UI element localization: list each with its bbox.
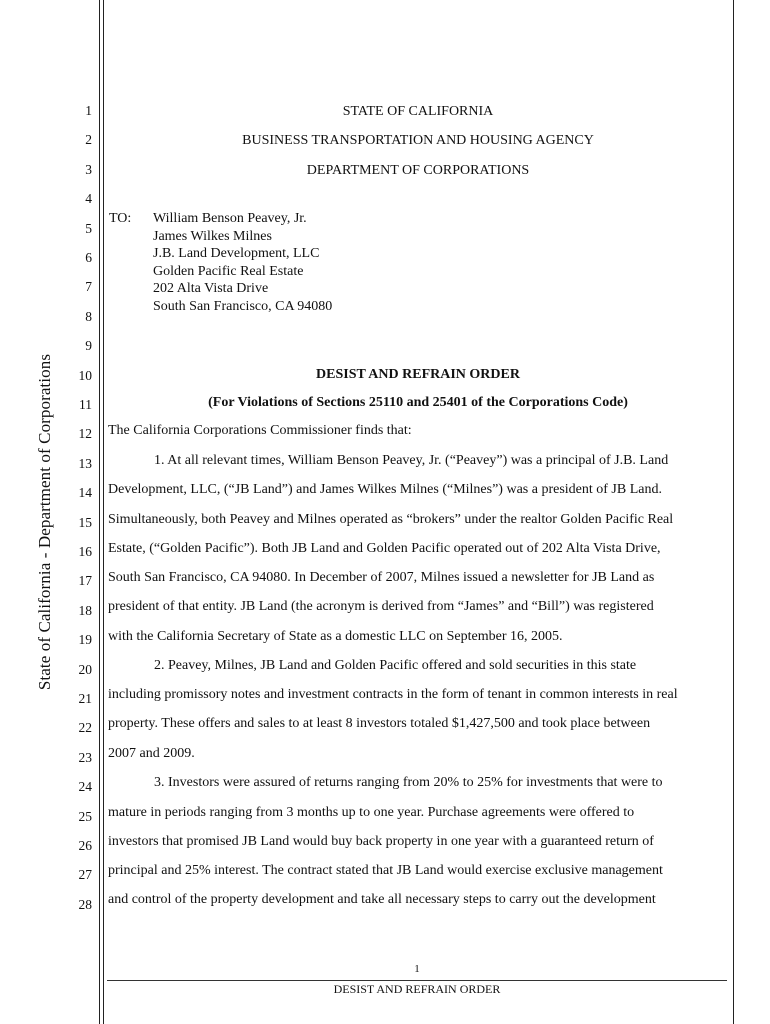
line-number: 17	[78, 573, 92, 589]
body-line: Simultaneously, both Peavey and Milnes operated as “brokers” under the realtor Golden Pacific Real	[108, 512, 674, 527]
right-margin-rule	[733, 0, 734, 1024]
line-number: 26	[78, 838, 92, 853]
line-number: 1	[85, 103, 92, 118]
footer-title: DESIST AND REFRAIN ORDER	[333, 982, 501, 996]
line-number: 10	[78, 367, 92, 383]
line-number: 16	[78, 544, 92, 559]
body-line: 2. Peavey, Milnes, JB Land and Golden Pacific offered and sold securities in this state	[154, 658, 637, 673]
line-number: 12	[78, 426, 92, 442]
recipient-line: Golden Pacific Real Estate	[153, 263, 304, 279]
recipient-line: South San Francisco, CA 94080	[153, 298, 333, 314]
line-number: 4	[85, 191, 92, 207]
body-line: property. These offers and sales to at least 8 investors totaled $1,427,500 and took place between	[108, 716, 651, 731]
line-number: 15	[78, 514, 92, 530]
recipient-line: 202 Alta Vista Drive	[153, 281, 269, 296]
header-agency: BUSINESS TRANSPORTATION AND HOUSING AGENCY	[242, 133, 594, 148]
line-number: 14	[78, 485, 92, 501]
recipient-label: TO:	[109, 211, 132, 226]
body-line: including promissory notes and investment contracts in the form of tenant in common interests in real	[108, 687, 678, 702]
body-line: investors that promised JB Land would buy back property in one year with a guaranteed return of	[108, 834, 654, 849]
line-number: 28	[78, 896, 92, 912]
body-line: Estate, (“Golden Pacific”). Both JB Land and Golden Pacific operated out of 202 Alta Vista Drive,	[108, 541, 661, 556]
line-number: 11	[79, 397, 92, 412]
footer-divider	[107, 980, 727, 981]
body-line: South San Francisco, CA 94080. In December of 2007, Milnes issued a newsletter for JB Land as	[108, 570, 655, 585]
line-number: 13	[78, 455, 92, 471]
left-margin-rule-outer	[99, 0, 100, 1024]
line-number: 9	[85, 338, 92, 354]
page-number: 1	[414, 963, 420, 975]
line-number: 19	[78, 632, 92, 648]
header-department: DEPARTMENT OF CORPORATIONS	[306, 163, 530, 178]
recipient-block	[153, 210, 332, 315]
body-line: 2007 and 2009.	[108, 746, 195, 761]
line-number: 3	[85, 161, 92, 177]
line-number: 22	[78, 720, 92, 736]
body-line: 1. At all relevant times, William Benson Peavey, Jr. (“Peavey”) was a principal of J.B. Land	[154, 453, 669, 468]
body-line: principal and 25% interest. The contract stated that JB Land would exercise exclusive management	[108, 863, 663, 878]
order-subtitle: (For Violations of Sections 25110 and 25401 of the Corporations Code)	[208, 395, 628, 410]
body-line: Development, LLC, (“JB Land”) and James Wilkes Milnes (“Milnes”) was a president of JB Land.	[108, 482, 662, 497]
body-line: with the California Secretary of State as a domestic LLC on September 16, 2005.	[108, 629, 563, 644]
line-number: 7	[85, 279, 92, 295]
line-number: 25	[78, 808, 92, 824]
header-state: STATE OF CALIFORNIA	[342, 104, 494, 119]
order-title: DESIST AND REFRAIN ORDER	[316, 367, 520, 382]
line-number: 2	[85, 132, 92, 148]
line-number: 8	[85, 308, 92, 324]
line-number: 27	[78, 867, 92, 883]
line-number: 23	[78, 749, 92, 765]
line-number: 24	[78, 779, 92, 795]
recipient-line: James Wilkes Milnes	[153, 228, 272, 244]
line-number: 18	[78, 602, 92, 618]
left-margin-rule-inner	[103, 0, 104, 1024]
body-line: The California Corporations Commissioner finds that:	[108, 423, 412, 438]
body-line: 3. Investors were assured of returns ranging from 20% to 25% for investments that were to	[154, 775, 663, 790]
line-number: 21	[78, 691, 92, 706]
body-line: mature in periods ranging from 3 months up to one year. Purchase agreements were offered to	[108, 805, 635, 820]
recipient-line: William Benson Peavey, Jr.	[153, 211, 307, 226]
line-number: 5	[85, 220, 92, 236]
line-number: 20	[78, 661, 92, 677]
body-line: president of that entity. JB Land (the acronym is derived from “James” and “Bill”) was registered	[108, 599, 654, 614]
recipient-line: J.B. Land Development, LLC	[153, 246, 320, 261]
body-line: and control of the property development and take all necessary steps to carry out the development	[108, 892, 656, 907]
line-number: 6	[85, 250, 92, 265]
side-caption-text: State of California - Department of Corporations	[35, 353, 54, 691]
